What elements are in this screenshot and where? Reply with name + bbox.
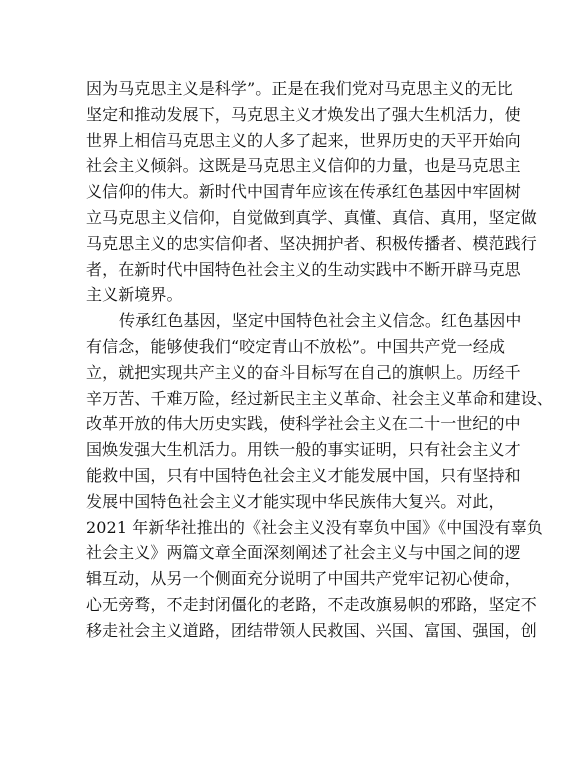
paragraph-line: 因为马克思主义是科学”。正是在我们党对马克思主义的无比: [86, 79, 513, 98]
paragraph-line: 立，就把实现共产主义的奋斗目标写在自己的旗帜上。历经千: [86, 362, 521, 382]
paragraph-line: 辛万苦、千难万险，经过新民主主义革命、社会主义革命和建设、: [86, 388, 553, 408]
paragraph-line: 有信念，能够使我们“咬定青山不放松”。中国共产党一经成: [86, 336, 506, 356]
paragraph-line: 马克思主义的忠实信仰者、坚决拥护者、积极传播者、模范践行: [86, 233, 537, 253]
paragraph-2: [86, 308, 553, 643]
paragraph-line: 坚定和推动发展下，马克思主义才焕发出了强大生机活力，使: [86, 104, 521, 124]
paragraph-line: 心无旁骛，不走封闭僵化的老路，不走改旗易帜的邪路，坚定不: [86, 594, 537, 614]
paragraph-line: 辑互动，从另一个侧面充分说明了中国共产党牢记初心使命，: [86, 569, 521, 589]
paragraph-line: 义信仰的伟大。新时代中国青年应该在传承红色基因中牢固树: [86, 182, 521, 202]
paragraph-1: [86, 76, 537, 308]
paragraph-line: 社会主义倾斜。这既是马克思主义信仰的力量，也是马克思主: [86, 156, 521, 176]
paragraph-line: 世界上相信马克思主义的人多了起来，世界历史的天平开始向: [86, 130, 521, 150]
paragraph-line: 移走社会主义道路，团结带领人民救国、兴国、富国、强国，创: [86, 620, 537, 640]
paragraph-line: 发展中国特色社会主义才能实现中华民族伟大复兴。对此，: [86, 491, 505, 511]
paragraph-line: 者，在新时代中国特色社会主义的生动实践中不断开辟马克思: [86, 259, 521, 279]
paragraph-line: 改革开放的伟大历史实践，使科学社会主义在二十一世纪的中: [86, 414, 521, 434]
paragraph-line: 2021 年新华社推出的《社会主义没有辜负中国》《中国没有辜负: [86, 517, 543, 537]
paragraph-line: 传承红色基因，坚定中国特色社会主义信念。红色基因中: [119, 311, 522, 331]
paragraph-line: 社会主义》两篇文章全面深刻阐述了社会主义与中国之间的逻: [86, 543, 521, 563]
paragraph-line: 主义新境界。: [86, 285, 183, 305]
paragraph-line: 能救中国，只有中国特色社会主义才能发展中国，只有坚持和: [86, 465, 521, 485]
paragraph-line: 立马克思主义信仰，自觉做到真学、真懂、真信、真用，坚定做: [86, 207, 537, 227]
document-body: [86, 76, 553, 644]
paragraph-line: 国焕发强大生机活力。用铁一般的事实证明，只有社会主义才: [86, 440, 521, 460]
